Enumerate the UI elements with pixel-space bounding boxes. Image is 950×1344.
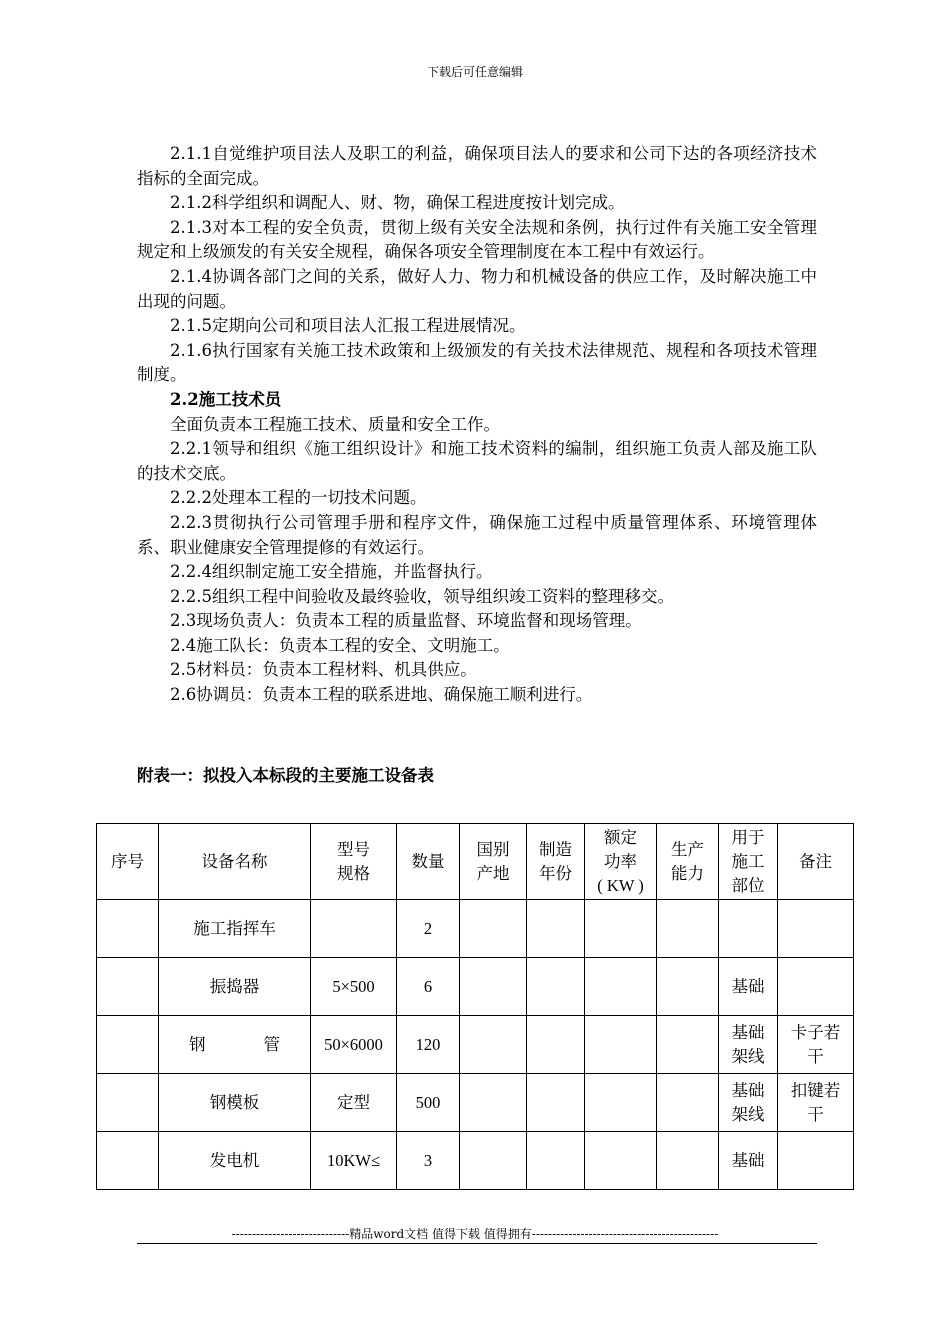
cell-model: 10KW≤: [311, 1132, 397, 1190]
paragraph: 2.1.2科学组织和调配人、财、物，确保工程进度按计划完成。: [170, 193, 625, 213]
header-qty: 数量: [397, 824, 460, 900]
paragraph: 2.1.3对本工程的安全负责，贯彻上级有关安全法规和条例，执行过件有关施工安全管理规定和上级颁发的有关安全规程，确保各项安全管理制度在本工程中有效运行。: [137, 217, 817, 262]
appendix-title: 附表一：拟投入本标段的主要施工设备表: [137, 766, 434, 785]
cell-remark: 卡子若 干: [778, 1016, 854, 1074]
section-heading: 2.2施工技术员: [170, 389, 282, 409]
header-capacity: 生产 能力: [657, 824, 719, 900]
cell-model: [311, 900, 397, 958]
cell-remark: [778, 958, 854, 1016]
header-year: 制造 年份: [527, 824, 585, 900]
cell-name: 钢模板: [159, 1074, 311, 1132]
paragraph: 2.4施工队长：负责本工程的安全、文明施工。: [170, 635, 510, 655]
table-row: [97, 900, 854, 958]
paragraph: 2.1.4协调各部门之间的关系，做好人力、物力和机械设备的供应工作，及时解决施工中出现的问题。: [137, 266, 817, 311]
header-origin: 国别 产地: [460, 824, 527, 900]
paragraph: 2.2.5组织工程中间验收及最终验收，领导组织竣工资料的整理移交。: [170, 586, 674, 606]
paragraph: 2.1.5定期向公司和项目法人汇报工程进展情况。: [170, 316, 526, 336]
table-header-row: [97, 824, 854, 900]
cell-remark: [778, 900, 854, 958]
cell-name: 振捣器: [159, 958, 311, 1016]
table-row: [97, 1074, 854, 1132]
document-body: [137, 142, 817, 708]
header-remark: 备注: [778, 824, 854, 900]
paragraph: 2.2.2处理本工程的一切技术问题。: [170, 488, 427, 508]
cell-qty: 3: [397, 1132, 460, 1190]
paragraph: 2.1.6执行国家有关施工技术政策和上级颁发的有关技术法律规范、规程和各项技术管理制度。: [137, 340, 817, 385]
cell-usage: 基础: [719, 1132, 778, 1190]
cell-usage: 基础 架线: [719, 1074, 778, 1132]
cell-usage: 基础 架线: [719, 1016, 778, 1074]
cell-qty: 500: [397, 1074, 460, 1132]
table-row: [97, 958, 854, 1016]
paragraph: 2.3现场负责人：负责本工程的质量监督、环境监督和现场管理。: [170, 611, 642, 631]
page-footer-note: -----------------------------精品word文档 值得下载 值得拥有----------------------------------------------: [231, 1227, 719, 1241]
cell-model: 50×6000: [311, 1016, 397, 1074]
paragraph: 2.2.3贯彻执行公司管理手册和程序文件，确保施工过程中质量管理体系、环境管理体系、职业健康安全管理提修的有效运行。: [137, 512, 817, 557]
cell-usage: [719, 900, 778, 958]
cell-usage: 基础: [719, 958, 778, 1016]
cell-model: 5×500: [311, 958, 397, 1016]
header-seq: 序号: [97, 824, 159, 900]
header-name: 设备名称: [159, 824, 311, 900]
cell-name: 施工指挥车: [159, 900, 311, 958]
cell-name: 钢 管: [159, 1016, 311, 1074]
paragraph: 2.6协调员：负责本工程的联系进地、确保施工顺利进行。: [170, 685, 593, 705]
cell-qty: 120: [397, 1016, 460, 1074]
cell-name: 发电机: [159, 1132, 311, 1190]
cell-qty: 6: [397, 958, 460, 1016]
paragraph: 2.2.4组织制定施工安全措施，并监督执行。: [170, 562, 493, 582]
header-model: 型号 规格: [311, 824, 397, 900]
footer-rule: [137, 1243, 817, 1244]
equipment-table: [96, 823, 854, 1190]
paragraph: 2.5材料员：负责本工程材料、机具供应。: [170, 660, 477, 680]
paragraph: 全面负责本工程施工技术、质量和安全工作。: [170, 414, 500, 434]
cell-model: 定型: [311, 1074, 397, 1132]
cell-remark: 扣键若 干: [778, 1074, 854, 1132]
paragraph: 2.1.1自觉维护项目法人及职工的利益，确保项目法人的要求和公司下达的各项经济技术指标的全面完成。: [137, 144, 817, 188]
header-power: 额定 功率 ( KW ): [585, 824, 657, 900]
cell-remark: [778, 1132, 854, 1190]
paragraph: 2.2.1领导和组织《施工组织设计》和施工技术资料的编制，组织施工负责人部及施工队的技术交底。: [137, 439, 817, 483]
table-row: [97, 1016, 854, 1074]
table-row: [97, 1132, 854, 1190]
page-header-note: 下载后可任意编辑: [426, 65, 523, 79]
cell-qty: 2: [397, 900, 460, 958]
header-usage: 用于 施工 部位: [719, 824, 778, 900]
